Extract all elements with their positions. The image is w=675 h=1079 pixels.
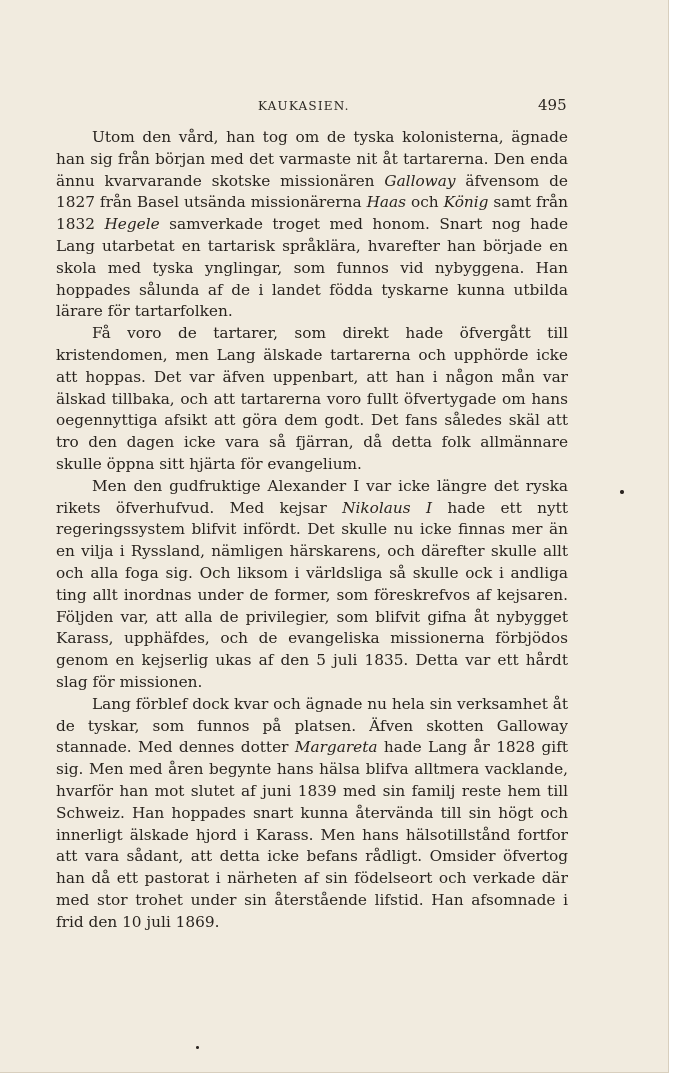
paragraph-1: Utom den vård, han tog om de tyska kolonisterna, ägnade han sig från början med det varmaste nit åt tartarerna. Den enda ännu kvarvarande skotske missionären Galloway äfvensom de 1827 från Basel utsända missionärerna Haas och König samt från 1832 Hegele samverkade troget med honom. Snart nog hade Lang utarbetat en tartarisk språklära, hvarefter han började en skola med tyska ynglingar, som funnos vid nybyggena. Han hoppades sålunda af de i landet födda tyskarne kunna utbilda lärare för tartarfolken. (56, 128, 569, 321)
name-margareta: Margareta (294, 738, 378, 757)
name-galloway: Galloway (384, 171, 456, 190)
margin-speck (620, 490, 624, 494)
paragraph-3: Men den gudfruktige Alexander I var icke längre det ryska rikets öfverhufvud. Med kejsar Nikolaus I hade ett nytt regeringssystem blifvit infördt. Det skulle nu icke finnas mer än en vilja i Ryssland, nämligen härskarens, och därefter skulle allt och alla foga sig. Och liksom i världsliga så skulle ock i andliga ting allt inordnas under de former, som föreskrefvos af kejsaren. Följden var, att alla de privilegier, som blifvit gifna åt nybygget Karass, upphäfdes, och de evangeliska missionerna förbjödos genom en kejserlig ukas af den 5 juli 1835. Detta var ett hårdt slag för missionen. (56, 476, 568, 691)
page-header (0, 96, 668, 119)
name-hegele: Hegele (104, 215, 160, 234)
body-text (56, 127, 568, 933)
page-number: 495 (538, 96, 567, 114)
running-title: KAUKASIEN. (258, 99, 350, 113)
name-konig: König (443, 193, 489, 212)
name-nikolaus: Nikolaus I (342, 498, 432, 517)
paragraph-4: Lang förblef dock kvar och ägnade nu hela sin verksamhet åt de tyskar, som funnos på platsen. Äfven skotten Galloway stannade. Med dennes dotter Margareta hade Lang år 1828 gift sig. Men med åren begynte hans hälsa blifva alltmera vacklande, hvarför han mot slutet af juni 1839 med sin familj reste hem till Schweiz. Han hoppades snart kunna återvända till sin högt och innerligt älskade hjord i Karass. Men hans hälsotillstånd fortfor att vara sådant, att detta icke befans rådligt. Omsider öfvertog han då ett pastorat i närheten af sin födelseort och verkade där med stor trohet under sin återstående lifstid. Han afsomnade i frid den 10 juli 1869. (56, 694, 569, 931)
paragraph-2: Få voro de tartarer, som direkt hade öfvergått till kristendomen, men Lang älskade tartarerna och upphörde icke att hoppas. Det var äfven uppenbart, att han i någon mån var älskad tillbaka, och att tartarerna voro fullt öfvertygade om hans oegennyttiga afsikt att göra dem godt. Det fans således skäl att tro den dagen icke vara så fjärran, då detta folk allmännare skulle öppna sitt hjärta för evangelium. (56, 324, 568, 473)
footer-speck (196, 1046, 199, 1049)
name-haas: Haas (366, 193, 407, 212)
